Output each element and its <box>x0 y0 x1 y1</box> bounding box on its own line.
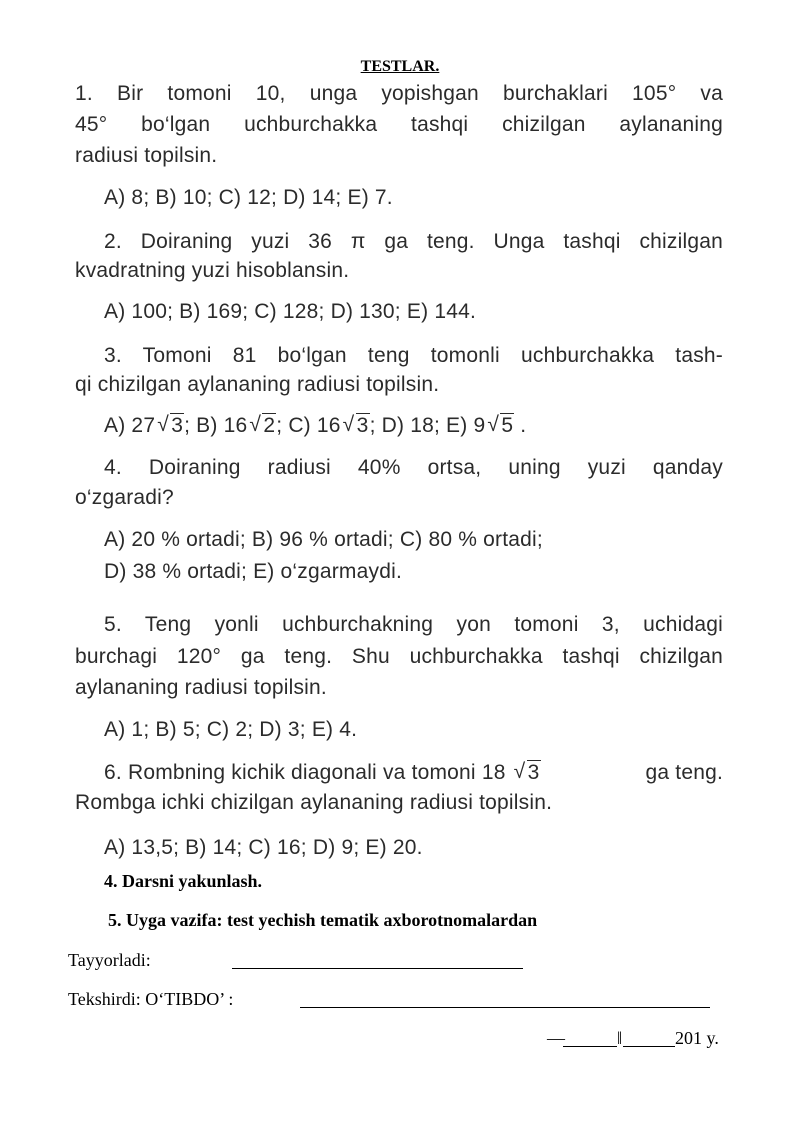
question-2-text: 2. Doiraning yuzi 36 π ga teng. Unga tashqi chizilgan <box>104 230 723 253</box>
date-day-line <box>563 1046 617 1047</box>
checked-by-label: Tekshirdi: O‘TIBDO’ : <box>68 989 234 1009</box>
question-4-answers-2: D) 38 % ortadi; E) o‘zgarmaydi. <box>104 560 402 583</box>
section-4-heading: 4. Darsni yakunlash. <box>104 871 263 891</box>
sqrt-symbol: √ 2 <box>249 414 276 438</box>
question-6-line-2: Rombga ichki chizilgan aylananing radiusi topilsin. <box>75 791 553 814</box>
checked-by-signature-line <box>300 1007 710 1008</box>
question-4-text: 4. Doiraning radiusi 40% ortsa, uning yuzi qanday <box>104 456 723 479</box>
question-4-line-1 <box>104 456 723 480</box>
question-1-line-3: radiusi topilsin. <box>75 144 218 167</box>
question-5-text: 5. Teng yonli uchburchakning yon tomoni 3, uchidagi <box>104 613 723 636</box>
question-2-line-1 <box>104 230 723 254</box>
date-month-line <box>623 1046 675 1047</box>
answer-d-text: ; D) 18; E) 9 <box>369 414 486 437</box>
prepared-by-signature-line <box>232 968 523 969</box>
question-6-text-end: ga teng. <box>645 761 723 784</box>
section-5-heading: 5. Uyga vazifa: test yechish tematik axborotnomalardan <box>108 910 538 930</box>
question-3-line-1 <box>104 344 723 368</box>
question-5-answers: A) 1; B) 5; C) 2; D) 3; E) 4. <box>104 718 358 741</box>
answer-b-text: ; B) 16 <box>184 414 248 437</box>
date-mid-mark: ‖ <box>617 1028 623 1048</box>
question-3-line-2: qi chizilgan aylananing radiusi topilsin. <box>75 373 440 396</box>
question-2-line-2: kvadratning yuzi hisoblansin. <box>75 259 350 282</box>
question-5-line-2 <box>75 645 723 669</box>
sqrt-symbol: √ 5 <box>487 414 514 438</box>
question-2-answers: A) 100; B) 169; C) 128; D) 130; E) 144. <box>104 300 476 323</box>
answer-a-text: A) 27 <box>104 414 156 437</box>
question-4-line-2: o‘zgaradi? <box>75 486 174 509</box>
sqrt-symbol: √ 3 <box>343 414 370 438</box>
question-1 <box>75 82 723 144</box>
question-6-text: 6. Rombning kichik diagonali va tomoni 18 <box>104 761 506 784</box>
question-1-line-1: 1. Bir tomoni 10, unga yopishgan burchaklari 105° va <box>75 82 723 105</box>
question-4-answers-1: A) 20 % ortadi; B) 96 % ortadi; C) 80 % ortadi; <box>104 528 543 551</box>
document-heading: TESTLAR. <box>360 58 440 75</box>
question-6-answers: A) 13,5; B) 14; C) 16; D) 9; E) 20. <box>104 836 423 859</box>
question-1-line-2: 45° bo‘lgan uchburchakka tashqi chizilgan aylananing <box>75 113 723 136</box>
question-5-text-2: burchagi 120° ga teng. Shu uchburchakka tashqi chizilgan <box>75 645 723 668</box>
answer-c-text: ; C) 16 <box>276 414 341 437</box>
question-3-text: 3. Tomoni 81 bo‘lgan teng tomonli uchburchakka tash- <box>104 344 723 367</box>
answer-end-text: . <box>514 414 527 437</box>
question-6-line-1 <box>104 761 723 785</box>
question-5-line-1 <box>104 613 723 637</box>
date-year: 201 y. <box>675 1028 719 1048</box>
date-open-mark: ― <box>547 1028 565 1048</box>
question-3-answers <box>104 414 526 438</box>
prepared-by-label: Tayyorladi: <box>68 950 151 970</box>
question-5-line-3: aylananing radiusi topilsin. <box>75 676 327 699</box>
sqrt-symbol: √ 3 <box>157 414 184 438</box>
sqrt-symbol: √ 3 <box>514 761 541 785</box>
question-1-answers: A) 8; B) 10; C) 12; D) 14; E) 7. <box>104 186 393 209</box>
